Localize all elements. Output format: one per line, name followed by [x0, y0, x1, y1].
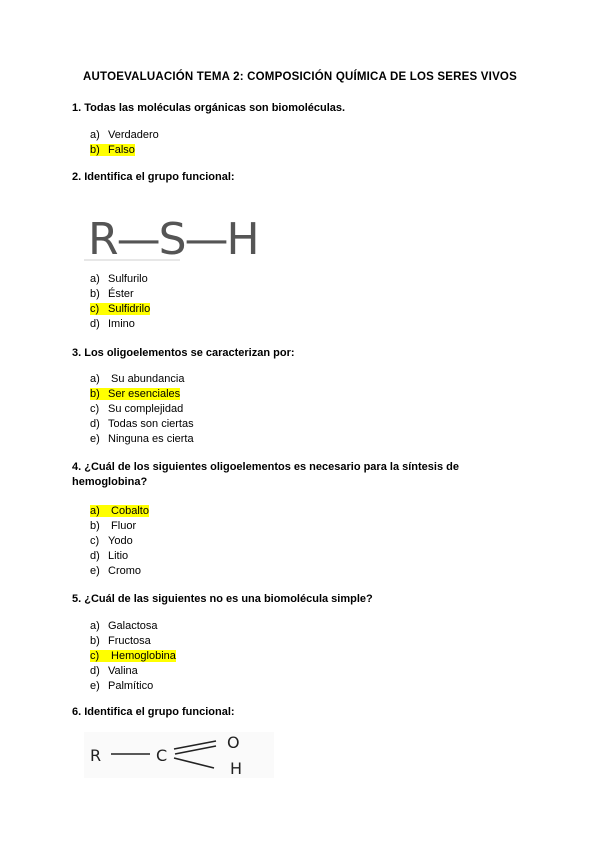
option-label: b) — [90, 388, 100, 400]
option-label: c) — [90, 403, 100, 415]
option-text: Su complejidad — [108, 403, 184, 415]
option-2d[interactable] — [90, 317, 150, 332]
question-4-options — [90, 504, 149, 579]
option-label: a) — [90, 373, 100, 385]
option-3b[interactable] — [90, 387, 194, 402]
question-1-text: 1. Todas las moléculas orgánicas son biomoléculas. — [72, 102, 346, 114]
page-title: AUTOEVALUACIÓN TEMA 2: COMPOSICIÓN QUÍMICA DE LOS SERES VIVOS — [83, 71, 517, 83]
option-text: Sulfidrilo — [108, 303, 151, 315]
option-text: Éster — [108, 288, 134, 300]
option-1b[interactable] — [90, 143, 159, 158]
option-text: Galactosa — [108, 620, 158, 632]
option-text: Fructosa — [108, 635, 151, 647]
option-3d[interactable] — [90, 417, 194, 432]
question-2-text: 2. Identifica el grupo funcional: — [72, 171, 235, 183]
option-4b[interactable] — [90, 519, 149, 534]
option-label: d) — [90, 550, 100, 562]
option-text: Cromo — [108, 565, 142, 577]
option-5e[interactable] — [90, 679, 176, 694]
option-text: Valina — [108, 665, 138, 677]
option-label: d) — [90, 665, 100, 677]
option-label: e) — [90, 433, 100, 445]
option-text: Ninguna es cierta — [108, 433, 194, 445]
carboxylic-acid-structure-image — [84, 732, 274, 778]
option-text: Sulfurilo — [108, 273, 148, 285]
option-label: a) — [90, 273, 100, 285]
option-label: a) — [90, 129, 100, 141]
option-3c[interactable] — [90, 402, 194, 417]
option-2a[interactable] — [90, 272, 150, 287]
option-label: a) — [90, 620, 100, 632]
atom-o: O — [227, 733, 240, 752]
option-text: Fluor — [108, 520, 137, 532]
question-2-options — [90, 272, 150, 332]
option-text: Imino — [108, 318, 135, 330]
option-label: d) — [90, 318, 100, 330]
question-4-text: 4. ¿Cuál de los siguientes oligoelementos es necesario para la síntesis de hemoglobina? — [72, 461, 459, 488]
option-4a[interactable] — [90, 504, 149, 519]
option-label: c) — [90, 303, 100, 315]
option-text: Falso — [108, 144, 135, 156]
option-label: e) — [90, 680, 100, 692]
option-text: Ser esenciales — [108, 388, 181, 400]
option-5d[interactable] — [90, 664, 176, 679]
question-3-options — [90, 372, 194, 447]
option-text: Verdadero — [108, 129, 159, 141]
option-text: Cobalto — [108, 505, 149, 517]
option-label: c) — [90, 650, 100, 662]
option-1a[interactable] — [90, 128, 159, 143]
atom-c: C — [156, 746, 168, 765]
rsh-structure-image — [84, 200, 258, 265]
option-3e[interactable] — [90, 432, 194, 447]
option-label: c) — [90, 535, 100, 547]
option-3a[interactable] — [90, 372, 194, 387]
atom-h: H — [230, 759, 243, 778]
option-4d[interactable] — [90, 549, 149, 564]
option-label: a) — [90, 505, 100, 517]
option-label: e) — [90, 565, 100, 577]
option-label: b) — [90, 144, 100, 156]
question-1-options — [90, 128, 159, 158]
option-5b[interactable] — [90, 634, 176, 649]
option-text: Litio — [108, 550, 129, 562]
option-label: b) — [90, 520, 100, 532]
question-5-options — [90, 619, 176, 694]
option-text: Su abundancia — [108, 373, 185, 385]
option-text: Todas son ciertas — [108, 418, 194, 430]
option-5a[interactable] — [90, 619, 176, 634]
option-label: b) — [90, 635, 100, 647]
option-text: Hemoglobina — [108, 650, 176, 662]
option-label: b) — [90, 288, 100, 300]
question-3-text: 3. Los oligoelementos se caracterizan por: — [72, 347, 295, 359]
option-5c[interactable] — [90, 649, 176, 664]
option-label: d) — [90, 418, 100, 430]
option-2c[interactable] — [90, 302, 150, 317]
structure-text: R—S—H — [88, 214, 258, 265]
question-6-text: 6. Identifica el grupo funcional: — [72, 706, 235, 718]
option-2b[interactable] — [90, 287, 150, 302]
question-5-text: 5. ¿Cuál de las siguientes no es una biomolécula simple? — [72, 593, 373, 605]
option-text: Palmítico — [108, 680, 154, 692]
option-4e[interactable] — [90, 564, 149, 579]
option-4c[interactable] — [90, 534, 149, 549]
atom-r: R — [90, 746, 102, 765]
option-text: Yodo — [108, 535, 133, 547]
